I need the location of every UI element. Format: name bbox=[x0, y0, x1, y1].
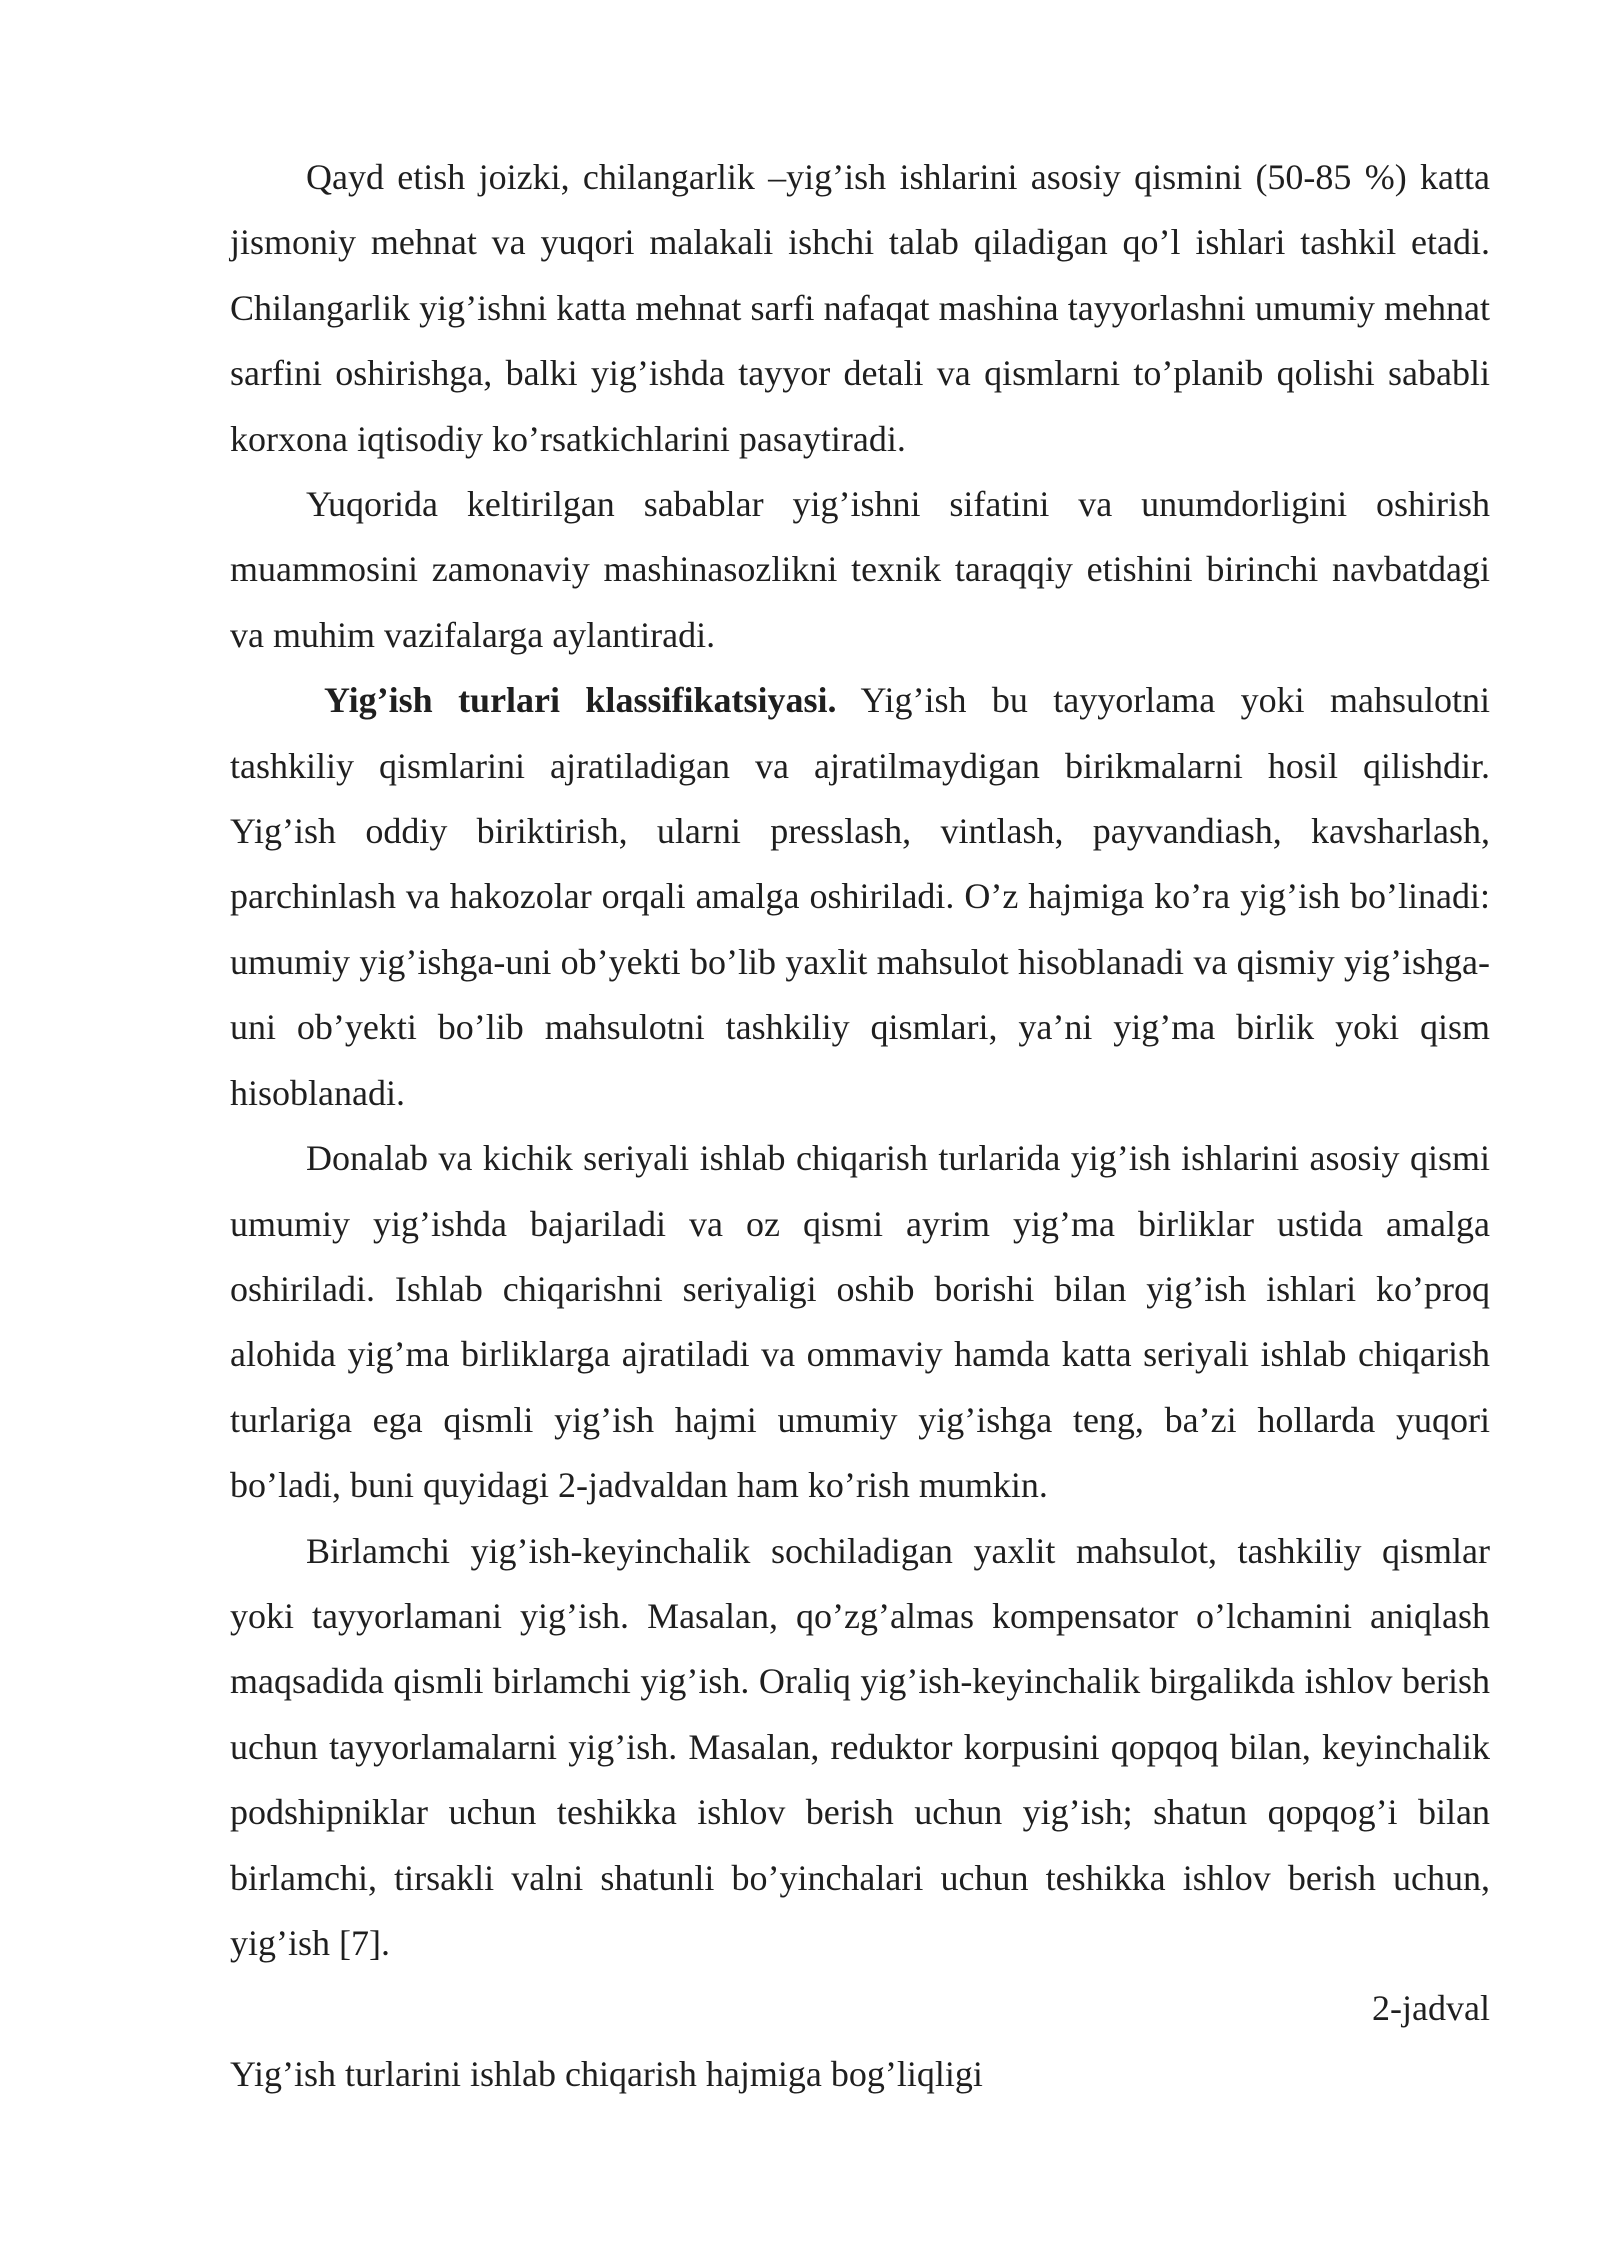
paragraph-primary-assembly: Birlamchi yig’ish-keyinchalik sochiladigan yaxlit mahsulot, tashkiliy qismlar yoki tayyorlamani yig’ish. Masalan, qo’zg’almas kompensator o’lchamini aniqlash maqsadida qismli birlamchi yig’ish. Oraliq yig’ish-keyinchalik birgalikda ishlov berish uchun tayyorlamalarni yig’ish. Masalan, reduktor korpusini qopqoq bilan, keyinchalik podshipniklar uchun teshikka ishlov berish uchun yig’ish; shatun qopqog’i bilan birlamchi, tirsakli valni shatunli bo’yinchalari uchun teshikka ishlov berish uchun, yig’ish [7]. bbox=[230, 1530, 1490, 1963]
paragraph-production-types: Donalab va kichik seriyali ishlab chiqarish turlarida yig’ish ishlarini asosiy qismi umumiy yig’ishda bajariladi va oz qismi ayrim yig’ma birliklar ustida amalga oshiriladi. Ishlab chiqarishni seriyaligi oshib borishi bilan yig’ish ishlari ko’proq alohida yig’ma birliklarga ajratiladi va ommaviy hamda katta seriyali ishlab chiqarish turlariga ega qismli yig’ish hajmi umumiy yig’ishga teng, ba’zi hollarda yuqori bo’ladi, buni quyidagi 2-jadvaldan ham ko’rish mumkin. bbox=[230, 1138, 1490, 1506]
paragraph-quality-productivity: Yuqorida keltirilgan sabablar yig’ishni sifatini va unumdorligini oshirish muammosini zamonaviy mashinasozlikni texnik taraqqiy etishini birinchi navbatdagi va muhim vazifalarga aylantiradi. bbox=[230, 484, 1490, 655]
paragraph-classification bbox=[230, 668, 1490, 1126]
document-page bbox=[230, 145, 1490, 2107]
table-number: 2-jadval bbox=[1372, 1988, 1490, 2029]
classification-text: Yig’ish bu tayyorlama yoki mahsulotni tashkiliy qismlarini ajratiladigan va ajratilmaydigan birikmalarni hosil qilishdir. Yig’ish oddiy biriktirish, ularni presslash, vintlash, payvandiash, kavsharlash, parchinlash va hakozolar orqali amalga oshiriladi. O’z hajmiga ko’ra yig’ish bo’linadi: umumiy yig’ishga-uni ob’yekti bo’lib yaxlit mahsulot hisoblanadi va qismiy yig’ishga-uni ob’yekti bo’lib mahsulotni tashkiliy qismlari, ya’ni yig’ma birlik yoki qism hisoblanadi. bbox=[230, 680, 1490, 1113]
classification-heading: Yig’ish turlari klassifikatsiyasi. bbox=[324, 680, 837, 721]
table-caption: Yig’ish turlarini ishlab chiqarish hajmiga bog’liqligi bbox=[230, 2053, 983, 2094]
paragraph-manual-assembly: Qayd etish joizki, chilangarlik –yig’ish ishlarini asosiy qismini (50-85 %) katta jismoniy mehnat va yuqori malakali ishchi talab qiladigan qo’l ishlari tashkil etadi. Chilangarlik yig’ishni katta mehnat sarfi nafaqat mashina tayyorlashni umumiy mehnat sarfini oshirishga, balki yig’ishda tayyor detali va qismlarni to’planib qolishi sababli korxona iqtisodiy ko’rsatkichlarini pasaytiradi. bbox=[230, 157, 1490, 459]
